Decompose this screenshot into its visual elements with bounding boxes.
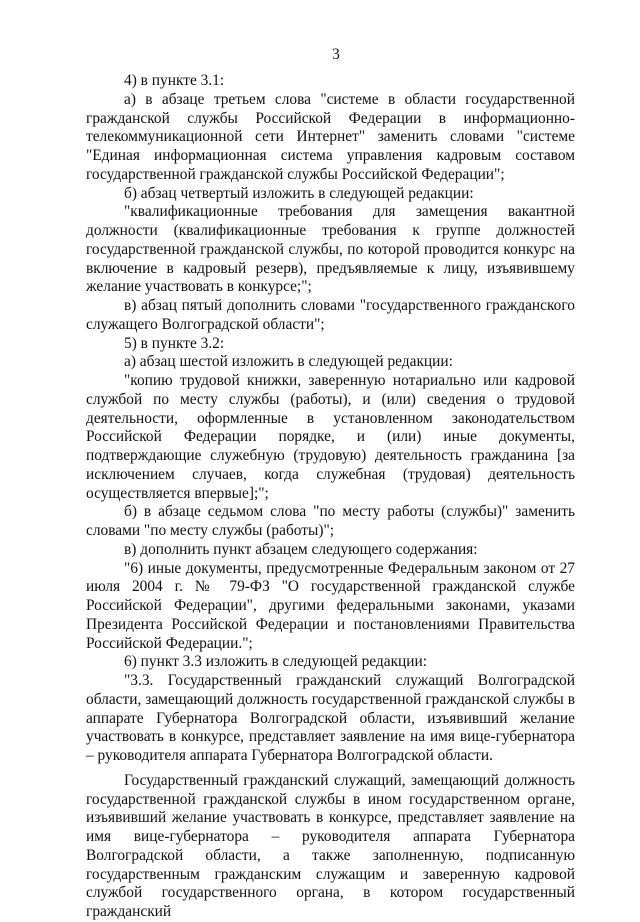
- document-body: [86, 72, 575, 922]
- paragraph: "квалификационные требования для замещения вакантной должности (квалификационные требования к группе должностей государственной гражданской службы, по которой проводится конкурс на включение в кадровый резерв), предъявляемые к лицу, изъявившему желание участвовать в конкурсе;";: [86, 203, 575, 296]
- paragraph: "копию трудовой книжки, заверенную нотариально или кадровой службой по месту службы (работы), и (или) сведения о трудовой деятельности, оформленные в установленном законодательством Российской Федерации порядке, и (или) иные документы, подтверждающие служебную (трудовую) деятельность гражданина [за исключением случаев, когда служебная (трудовая) деятельность осуществляется впервые];";: [86, 372, 575, 502]
- paragraph: б) в абзаце седьмом слова "по месту работы (службы)" заменить словами "по месту службы (работы)";: [86, 503, 575, 539]
- paragraph: 5) в пункте 3.2:: [124, 334, 225, 352]
- paragraph: в) дополнить пункт абзацем следующего содержания:: [124, 540, 478, 558]
- paragraph: Государственный гражданский служащий, замещающий должность государственной гражданской службы в ином государственном органе, изъявивший желание участвовать в конкурсе, представляет заявление на имя вице-губернатора – руководителя аппарата Губернатора Волгоградской области, а также заполненную, подписанную государственным гражданским служащим и заверенную кадровой службой государственного органа, в котором государственный гражданский: [86, 771, 575, 920]
- paragraph: 4) в пункте 3.1:: [124, 72, 225, 89]
- paragraph: б) абзац четвертый изложить в следующей редакции:: [124, 184, 474, 202]
- paragraph: а) абзац шестой изложить в следующей редакции:: [124, 353, 453, 371]
- paragraph: а) в абзаце третьем слова "системе в области государственной гражданской службы Российской Федерации в информационно-телекоммуникационной сети Интернет" заменить словами "системе "Единая информационная система управления кадровым составом государственной гражданской службы Российской Федерации";: [86, 90, 575, 183]
- paragraph: 6) пункт 3.3 изложить в следующей редакции:: [124, 653, 428, 671]
- paragraph: в) абзац пятый дополнить словами "государственного гражданского служащего Волгоградской области";: [86, 297, 575, 333]
- paragraph: "3.3. Государственный гражданский служащий Волгоградской области, замещающий должность государственной гражданской службы в аппарате Губернатора Волгоградской области, изъявивший желание участвовать в конкурсе, представляет заявление на имя вице-губернатора – руководителя аппарата Губернатора Волгоградской области.: [86, 672, 575, 764]
- page-number: 3: [332, 46, 340, 63]
- paragraph: "6) иные документы, предусмотренные Федеральным законом от 27 июля 2004 г. № 79-ФЗ "О государственной гражданской службе Российской Федерации", другими федеральными законами, указами Президента Российской Федерации и постановлениями Правительства Российской Федерации.";: [86, 559, 575, 652]
